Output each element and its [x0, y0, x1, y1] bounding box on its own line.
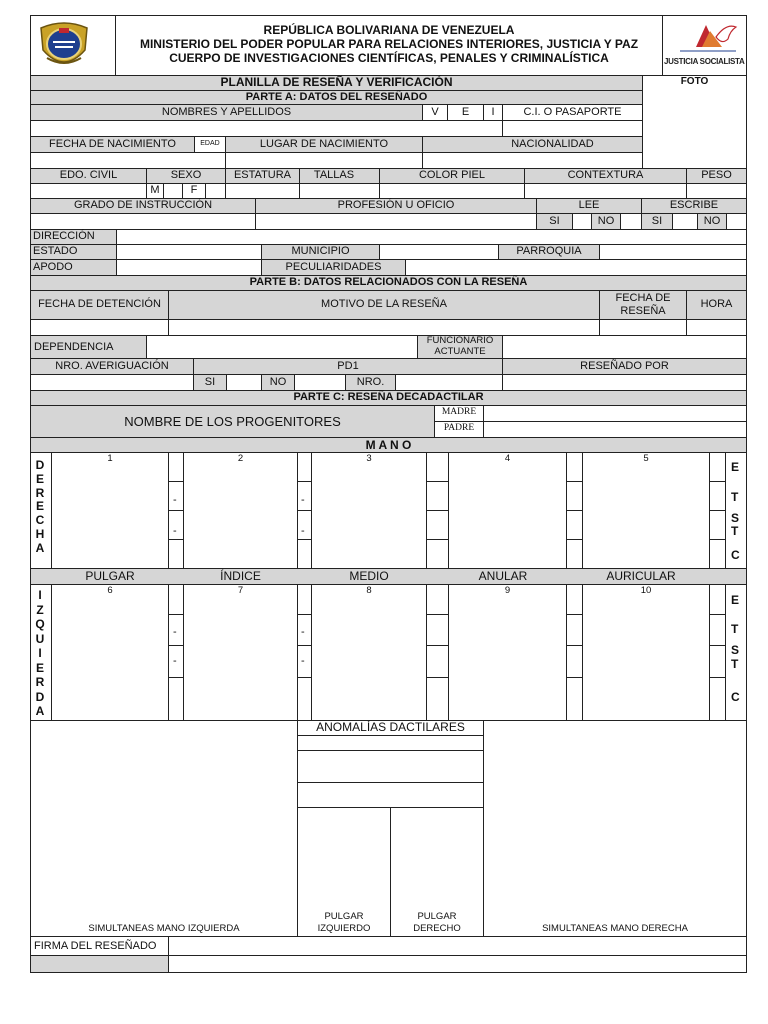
anomalies-line-2[interactable]: [297, 750, 484, 783]
mother-label: MADRE: [441, 407, 477, 417]
finger-10-cell[interactable]: [582, 584, 710, 721]
letter: E: [35, 660, 44, 675]
height-label: ESTATURA: [233, 169, 292, 181]
case-number-input[interactable]: [30, 374, 194, 391]
finger-2-dash: -: [301, 494, 305, 506]
i-label: I: [491, 106, 495, 118]
finger-7-dash: -: [301, 655, 305, 667]
finger-5-number: 5: [643, 453, 649, 464]
signature-input-2[interactable]: [168, 955, 747, 973]
photo-box[interactable]: [642, 75, 747, 169]
pd1-no-box[interactable]: [294, 374, 346, 391]
sex-label: SEXO: [170, 169, 202, 181]
left-thumb-label-2: IZQUIERDO: [317, 923, 371, 934]
right-etstc-t: T: [731, 490, 739, 504]
officer-input[interactable]: [502, 335, 747, 359]
right-hand-letters: [33, 459, 47, 556]
finger-3-number: 3: [366, 453, 372, 464]
right-etstc-t2: T: [731, 524, 739, 538]
birthdate-label: FECHA DE NACIMIENTO: [49, 138, 176, 150]
pd1-nro-input[interactable]: [395, 374, 503, 391]
pd1-si-box[interactable]: [226, 374, 262, 391]
letter: U: [35, 631, 45, 646]
finger-10-code-box[interactable]: [709, 614, 726, 646]
finger-name-index: ÍNDICE: [220, 569, 261, 583]
finger-5-code-box[interactable]: [709, 510, 726, 540]
review-date-input[interactable]: [599, 319, 687, 336]
birthplace-input[interactable]: [225, 152, 423, 169]
hour-label: HORA: [700, 298, 733, 310]
nickname-input[interactable]: [116, 259, 262, 276]
finger-6-dash: -: [173, 655, 177, 667]
finger-5-cell[interactable]: [582, 452, 710, 569]
weight-input[interactable]: [686, 183, 747, 199]
parents-label: NOMBRE DE LOS PROGENITORES: [124, 414, 341, 429]
letter: Q: [35, 617, 45, 631]
letter: E: [35, 499, 44, 514]
reads-no-label: NO: [597, 215, 615, 227]
anomalies-label: ANOMALÍAS DACTILARES: [316, 720, 465, 734]
letter: R: [35, 675, 45, 689]
reviewed-by-label: RESEÑADO POR: [580, 360, 669, 372]
birthdate-input[interactable]: [30, 152, 226, 169]
right-etstc-e: E: [731, 460, 740, 474]
finger-1-cell[interactable]: [51, 452, 169, 569]
officer-label-2: ACTUANTE: [434, 346, 486, 357]
finger-9-cell[interactable]: [448, 584, 567, 721]
sizes-label: TALLAS: [313, 169, 355, 181]
finger-3-code-box[interactable]: [426, 510, 449, 540]
hand-title: M A N O: [365, 438, 412, 452]
names-label: NOMBRES Y APELLIDOS: [161, 106, 292, 118]
finger-6-dash: -: [173, 626, 177, 638]
finger-10-number: 10: [640, 585, 652, 596]
profession-label: PROFESIÓN U OFICIO: [337, 199, 455, 211]
letter: D: [35, 689, 45, 704]
finger-5-code-box[interactable]: [709, 481, 726, 511]
father-input[interactable]: [483, 421, 747, 438]
writes-no-box[interactable]: [726, 213, 747, 230]
letter: D: [35, 458, 45, 472]
education-input[interactable]: [30, 213, 256, 230]
civil-status-input[interactable]: [30, 183, 147, 199]
left-etstc-s: S: [731, 643, 740, 657]
finger-10-code-box[interactable]: [709, 645, 726, 678]
review-date-label-1: FECHA DE: [615, 292, 671, 304]
header-line-1: REPÚBLICA BOLIVARIANA DE VENEZUELA: [263, 23, 515, 37]
simultaneous-right-label: SIMULTANEAS MANO DERECHA: [542, 923, 688, 934]
finger-6-number: 6: [107, 585, 113, 596]
reason-input[interactable]: [168, 319, 600, 336]
letter: A: [35, 540, 45, 555]
left-hand-letters: [33, 588, 47, 719]
case-number-label: NRO. AVERIGUACIÓN: [55, 360, 169, 372]
finger-1-dash: -: [173, 494, 177, 506]
reads-si-box[interactable]: [572, 213, 592, 230]
left-etstc-t: T: [731, 622, 739, 636]
letter: Z: [36, 602, 44, 617]
finger-3-code-box[interactable]: [426, 481, 449, 511]
writes-label: ESCRIBE: [669, 199, 719, 211]
right-etstc-s: S: [731, 511, 740, 525]
letter: I: [38, 646, 42, 660]
pd1-label: PD1: [337, 360, 359, 372]
finger-4-cell[interactable]: [448, 452, 567, 569]
parish-input[interactable]: [599, 244, 747, 260]
writes-si-label: SI: [651, 215, 663, 227]
sizes-input[interactable]: [299, 183, 380, 199]
finger-4-code-box[interactable]: [566, 510, 583, 540]
build-input[interactable]: [524, 183, 687, 199]
reads-label: LEE: [578, 199, 600, 211]
review-date-label-2: RESEÑA: [620, 305, 666, 317]
father-label: PADRE: [443, 423, 475, 433]
finger-2-cell[interactable]: [183, 452, 298, 569]
signature-input[interactable]: [168, 936, 747, 956]
ci-input[interactable]: [502, 120, 643, 137]
nationality-input[interactable]: [422, 152, 643, 169]
civil-status-label: EDO. CIVIL: [59, 169, 118, 181]
peculiarities-label: PECULIARIDADES: [285, 261, 382, 273]
finger-name-middle: MEDIO: [349, 569, 389, 583]
ci-label: C.I. O PASAPORTE: [523, 106, 622, 118]
writes-si-box[interactable]: [672, 213, 698, 230]
form-title: PLANILLA DE RESEÑA Y VERIFICACIÓN: [220, 75, 453, 89]
profession-input[interactable]: [255, 213, 537, 230]
right-thumb-label-2: DERECHO: [413, 923, 461, 934]
left-etstc-e: E: [731, 593, 740, 607]
justicia-socialista-text: JUSTICIA SOCIALISTA: [664, 57, 745, 66]
finger-2-dash: -: [301, 525, 305, 537]
height-input[interactable]: [225, 183, 300, 199]
dependency-input[interactable]: [146, 335, 418, 359]
nationality-label: NACIONALIDAD: [511, 138, 594, 150]
e-label: E: [461, 106, 470, 118]
right-thumb-label-1: PULGAR: [417, 911, 457, 922]
left-etstc-c: C: [731, 690, 740, 704]
finger-4-code-box[interactable]: [566, 481, 583, 511]
state-label: ESTADO: [33, 245, 78, 257]
letter: E: [35, 471, 44, 486]
anomalies-line-1[interactable]: [297, 735, 484, 751]
finger-7-dash: -: [301, 626, 305, 638]
finger-2-number: 2: [237, 453, 244, 464]
finger-9-number: 9: [504, 585, 511, 596]
skin-color-label: COLOR PIEL: [418, 169, 486, 181]
pd1-no-label: NO: [269, 376, 287, 388]
finger-1-number: 1: [107, 453, 113, 464]
writes-no-label: NO: [703, 215, 721, 227]
right-etstc-c: C: [731, 548, 740, 562]
sex-f-label: F: [190, 184, 198, 196]
header-line-3: CUERPO DE INVESTIGACIONES CIENTÍFICAS, PENALES Y CRIMINALÍSTICA: [169, 51, 609, 65]
part-a-title: PARTE A: DATOS DEL RESEÑADO: [245, 91, 428, 103]
anomalies-line-3[interactable]: [297, 782, 484, 808]
finger-8-number: 8: [366, 585, 372, 596]
sex-m-box[interactable]: [163, 183, 183, 199]
reads-no-box[interactable]: [620, 213, 642, 230]
finger-8-code-box[interactable]: [426, 645, 449, 678]
finger-7-number: 7: [237, 585, 244, 596]
address-input[interactable]: [116, 229, 747, 245]
municipality-label: MUNICIPIO: [291, 245, 350, 257]
detention-date-input[interactable]: [30, 319, 169, 336]
finger-4-number: 4: [504, 453, 511, 464]
dependency-label: DEPENDENCIA: [34, 341, 114, 353]
left-thumb-label-1: PULGAR: [324, 911, 364, 922]
left-etstc-t2: T: [731, 657, 739, 671]
cicpc-emblem-icon: [37, 20, 91, 72]
finger-name-ring: ANULAR: [478, 569, 528, 583]
finger-8-cell[interactable]: [311, 584, 427, 721]
municipality-input[interactable]: [379, 244, 499, 260]
reason-label: MOTIVO DE LA RESEÑA: [321, 298, 447, 310]
reads-si-label: SI: [549, 215, 560, 227]
justicia-socialista-logo-icon: [676, 17, 740, 57]
finger-9-code-box[interactable]: [566, 645, 583, 678]
simultaneous-left-hand-box[interactable]: [30, 720, 298, 937]
letter: H: [35, 526, 45, 541]
age-label: EDAD: [200, 140, 220, 147]
letter: R: [35, 485, 45, 500]
parish-label: PARROQUIA: [516, 245, 582, 257]
simultaneous-right-hand-box[interactable]: [483, 720, 747, 937]
signature-label: FIRMA DEL RESEÑADO: [34, 940, 157, 952]
sex-m-label: M: [150, 184, 160, 196]
letter: A: [35, 704, 45, 718]
skin-color-input[interactable]: [379, 183, 525, 199]
address-label: DIRECCIÓN: [33, 230, 95, 242]
header-line-2: MINISTERIO DEL PODER POPULAR PARA RELACIONES INTERIORES, JUSTICIA Y PAZ: [139, 37, 639, 51]
v-label: V: [431, 106, 439, 118]
letter: C: [35, 513, 45, 528]
state-input[interactable]: [116, 244, 262, 260]
education-label: GRADO DE INSTRUCCIÓN: [73, 199, 213, 211]
finger-9-code-box[interactable]: [566, 614, 583, 646]
mother-input[interactable]: [483, 405, 747, 422]
finger-3-cell[interactable]: [311, 452, 427, 569]
hour-input[interactable]: [686, 319, 747, 336]
names-input[interactable]: [30, 120, 503, 137]
pd1-si-label: SI: [204, 376, 216, 388]
finger-1-dash: -: [173, 525, 177, 537]
part-c-title: PARTE C: RESEÑA DECADACTILAR: [293, 391, 484, 403]
part-b-title: PARTE B: DATOS RELACIONADOS CON LA RESEÑA: [249, 276, 528, 288]
peculiarities-input[interactable]: [405, 259, 747, 276]
detention-date-label: FECHA DE DETENCIÓN: [38, 298, 161, 310]
officer-label-1: FUNCIONARIO: [426, 335, 494, 346]
simultaneous-left-label: SIMULTANEAS MANO IZQUIERDA: [88, 923, 240, 934]
letter: I: [38, 588, 42, 602]
finger-6-cell[interactable]: [51, 584, 169, 721]
pd1-nro-label: NRO.: [356, 376, 385, 388]
finger-name-little: AURICULAR: [606, 569, 676, 583]
weight-label: PESO: [701, 169, 732, 181]
sex-f-box[interactable]: [205, 183, 226, 199]
finger-7-cell[interactable]: [183, 584, 298, 721]
finger-8-code-box[interactable]: [426, 614, 449, 646]
build-label: CONTEXTURA: [567, 169, 644, 181]
photo-label: FOTO: [680, 76, 709, 87]
nickname-label: APODO: [33, 261, 73, 273]
reviewed-by-input[interactable]: [502, 374, 747, 391]
birthplace-label: LUGAR DE NACIMIENTO: [259, 138, 389, 150]
finger-name-thumb: PULGAR: [85, 569, 135, 583]
